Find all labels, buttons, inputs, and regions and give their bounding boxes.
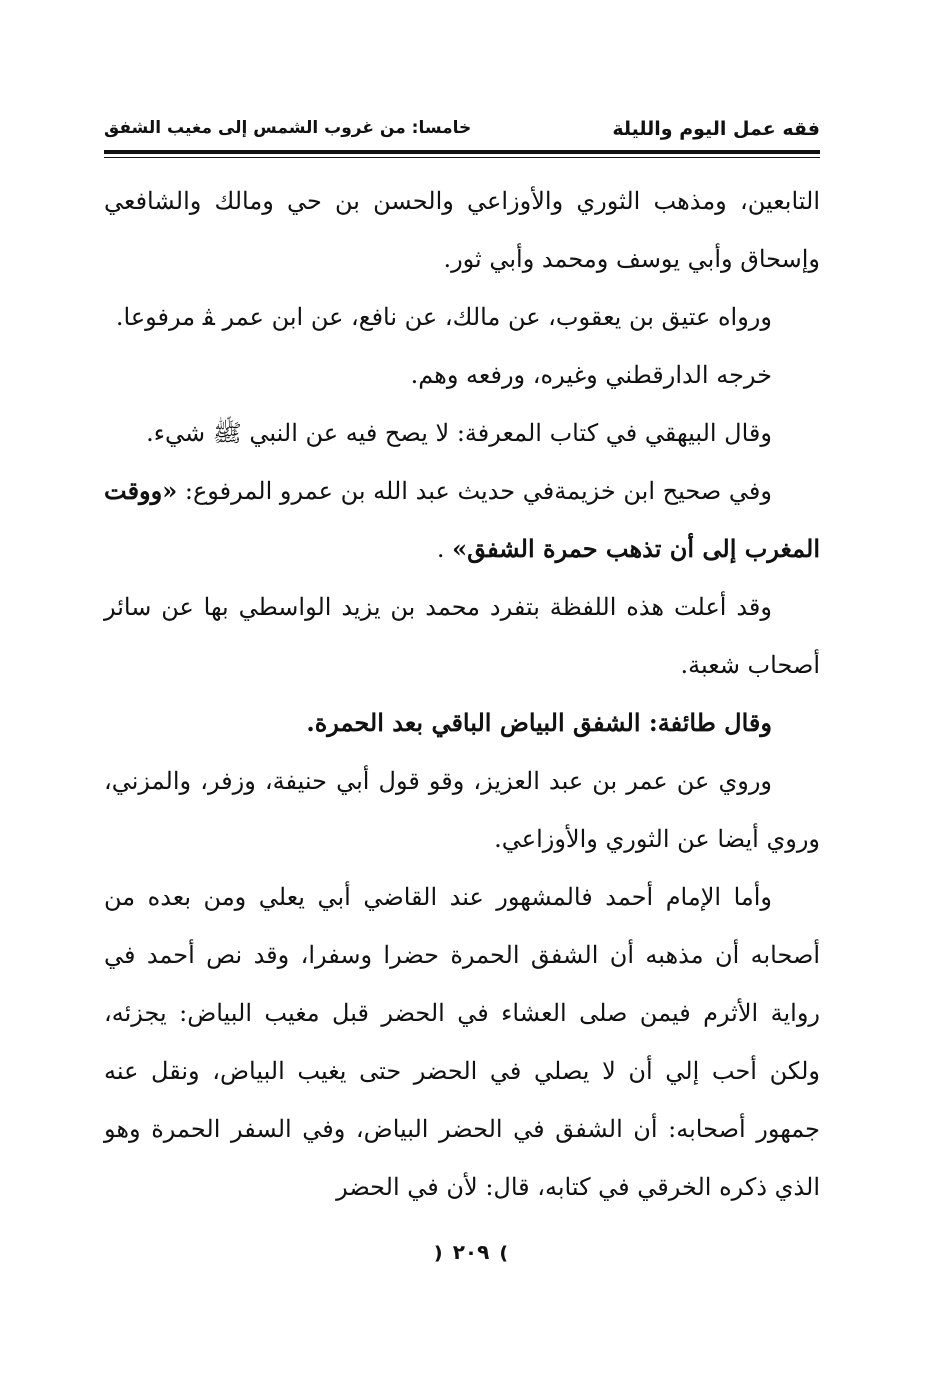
- paragraph-5: [104, 462, 820, 578]
- paragraph-6: وقد أعلت هذه اللفظة بتفرد محمد بن يزيد الواسطي بها عن سائر أصحاب شعبة.: [104, 593, 820, 679]
- running-header: [104, 118, 820, 148]
- hadith-quote: «ووقت المغرب إلى أن تذهب حمرة الشفق»: [104, 476, 820, 563]
- paragraph-9: وأما الإمام أحمد فالمشهور عند القاضي أبي يعلي ومن بعده من أصحابه أن مذهبه أن الشفق الحمرة حضرا وسفرا، وقد نص أحمد في رواية الأثرم فيمن صلى العشاء في الحضر قبل مغيب البياض: يجزئه، ولكن أحب إلي أن لا يصلي في الحضر حتى يغيب البياض، ونقل عنه جمهور أصحابه: أن الشفق في الحضر البياض، وفي السفر الحمرة وهو الذي ذكره الخرقي في كتابه، قال: لأن في الحضر: [104, 883, 821, 1201]
- paragraph-2: ورواه عتيق بن يعقوب، عن مالك، عن نافع، عن ابن عمر ﭭ مرفوعا.: [115, 303, 772, 331]
- book-title: فقه عمل اليوم والليلة: [612, 118, 820, 140]
- paragraph-8: وروي عن عمر بن عبد العزيز، وقو قول أبي حنيفة، وزفر، والمزني، وروي أيضا عن الثوري والأوزاعي.: [104, 767, 820, 853]
- paragraph-5-end: .: [436, 535, 453, 563]
- ornament-right: ❫: [496, 1243, 512, 1264]
- header-rule-thin: [104, 157, 820, 158]
- paragraph-3: خرجه الدارقطني وغيره، ورفعه وهم.: [410, 361, 772, 389]
- page-footer: [0, 1240, 942, 1264]
- ornament-left: ❪: [430, 1243, 446, 1264]
- paragraph-4: وقال البيهقي في كتاب المعرفة: لا يصح فيه عن النبي ﷺ شيء.: [146, 419, 772, 447]
- paragraph-7: وقال طائفة: الشفق البياض الباقي بعد الحمرة.: [306, 708, 772, 737]
- body-text: [104, 172, 820, 1216]
- chapter-title: خامسا: من غروب الشمس إلى مغيب الشفق: [104, 118, 472, 138]
- paragraph-1: التابعين، ومذهب الثوري والأوزاعي والحسن بن حي ومالك والشافعي وإسحاق وأبي يوسف ومحمد وأبي ثور.: [104, 187, 820, 273]
- paragraph-5-lead: وفي صحيح ابن خزيمةفي حديث عبد الله بن عمرو المرفوع:: [177, 477, 772, 505]
- page-number: ٢٠٩: [452, 1240, 490, 1264]
- header-rule-thick: [104, 150, 820, 154]
